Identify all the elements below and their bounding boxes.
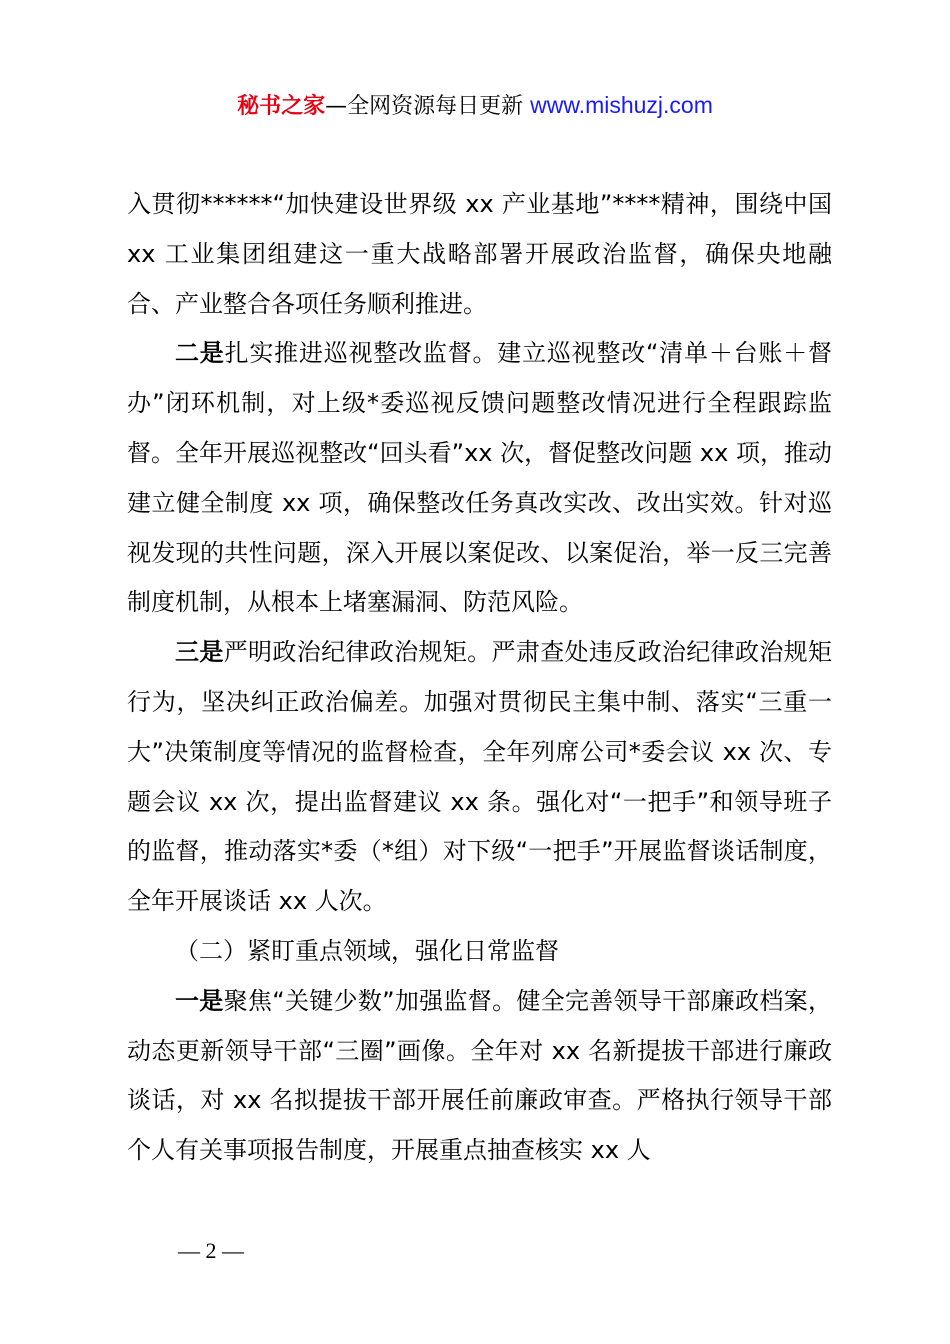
paragraph-lead: 三是 bbox=[175, 638, 224, 667]
section-heading bbox=[127, 927, 832, 977]
paragraph-lead: 二是 bbox=[175, 339, 225, 368]
paragraph-text: 聚焦“关键少数”加强监督。健全完善领导干部廉政档案，动态更新领导干部“三圈”画像。全年对 xx 名新提拔干部进行廉政谈话，对 xx 名拟提拔干部开展任前廉政审查。严格执行领导干部个人有关事项报告制度，开展重点抽查核实 xx 人 bbox=[127, 986, 832, 1165]
paragraph-text: 严明政治纪律政治规矩。严肃查处违反政治纪律政治规矩行为，坚决纠正政治偏差。加强对贯彻民主集中制、落实“三重一大”决策制度等情况的监督检查，全年列席公司*委会议 xx 次、专题会议 xx 次，提出监督建议 xx 条。强化对“一把手”和领导班子的监督，推动落实*委（*组）对下级“一把手”开展监督谈话制度，全年开展谈话 xx 人次。 bbox=[127, 638, 833, 916]
site-url[interactable]: www.mishuzj.com bbox=[530, 92, 713, 118]
page-number: — 2 — bbox=[178, 1238, 244, 1263]
paragraph-continuation bbox=[127, 180, 832, 329]
paragraph-item-3 bbox=[127, 628, 832, 927]
paragraph-text: 扎实推进巡视整改监督。建立巡视整改“清单＋台账＋督办”闭环机制，对上级*委巡视反馈问题整改情况进行全程跟踪监督。全年开展巡视整改“回头看”xx 次，督促整改问题 xx 项，推动建立健全制度 xx 项，确保整改任务真改实改、改出实效。针对巡视发现的共性问题，深入开展以案促改、以案促治，举一反三完善制度机制，从根本上堵塞漏洞、防范风险。 bbox=[127, 339, 833, 617]
document-body bbox=[127, 180, 832, 1176]
paragraph-lead: 一是 bbox=[175, 986, 224, 1015]
paragraph-text: 入贯彻******“加快建设世界级 xx 产业基地”****精神，围绕中国 xx 工业集团组建这一重大战略部署开展政治监督，确保央地融合、产业整合各项任务顺利推进。 bbox=[127, 190, 832, 318]
slogan: —全网资源每日更新 bbox=[325, 94, 531, 119]
site-watermark-header bbox=[0, 88, 950, 124]
paragraph-item-1 bbox=[127, 977, 832, 1176]
brand-name: 秘书之家 bbox=[237, 94, 326, 119]
paragraph-item-2 bbox=[127, 329, 832, 628]
section-heading-text: （二）紧盯重点领域，强化日常监督 bbox=[175, 936, 559, 965]
